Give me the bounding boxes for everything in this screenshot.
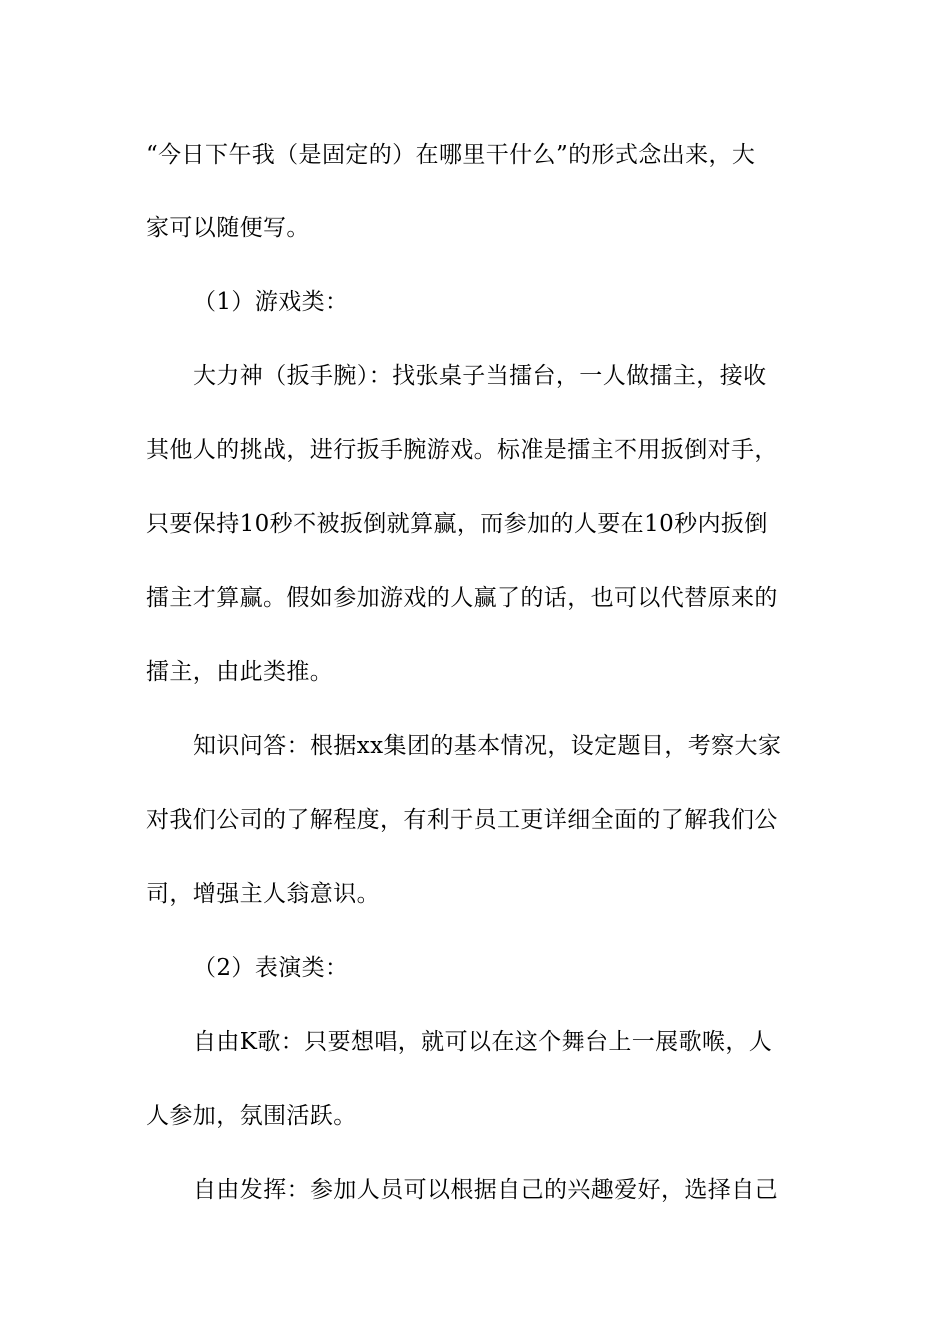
paragraph-line: “今日下午我（是固定的）在哪里干什么”的形式念出来，大 bbox=[146, 142, 756, 168]
paragraph-line: 自由K歌：只要想唱，就可以在这个舞台上一展歌喉，人 bbox=[193, 1029, 773, 1055]
paragraph-line: 擂主，由此类推。 bbox=[146, 659, 334, 685]
paragraph-line: 人参加，氛围活跃。 bbox=[146, 1103, 357, 1129]
paragraph-line: 司，增强主人翁意识。 bbox=[146, 881, 380, 907]
paragraph-line: 对我们公司的了解程度，有利于员工更详细全面的了解我们公 bbox=[146, 807, 778, 833]
paragraph-line: 大力神（扳手腕）：找张桌子当擂台，一人做擂主，接收 bbox=[193, 363, 767, 389]
paragraph-line: 家可以随便写。 bbox=[146, 215, 310, 241]
section-heading-performance: （2）表演类： bbox=[193, 955, 349, 981]
paragraph-line: 其他人的挑战，进行扳手腕游戏。标准是擂主不用扳倒对手， bbox=[146, 437, 778, 463]
paragraph-line: 知识问答：根据xx集团的基本情况，设定题目，考察大家 bbox=[193, 733, 782, 759]
paragraph-line: 擂主才算赢。假如参加游戏的人赢了的话，也可以代替原来的 bbox=[146, 585, 778, 611]
paragraph-line: 只要保持10秒不被扳倒就算赢，而参加的人要在10秒内扳倒 bbox=[146, 511, 768, 537]
section-heading-games: （1）游戏类： bbox=[193, 289, 349, 315]
paragraph-line: 自由发挥：参加人员可以根据自己的兴趣爱好，选择自己 bbox=[193, 1177, 778, 1203]
